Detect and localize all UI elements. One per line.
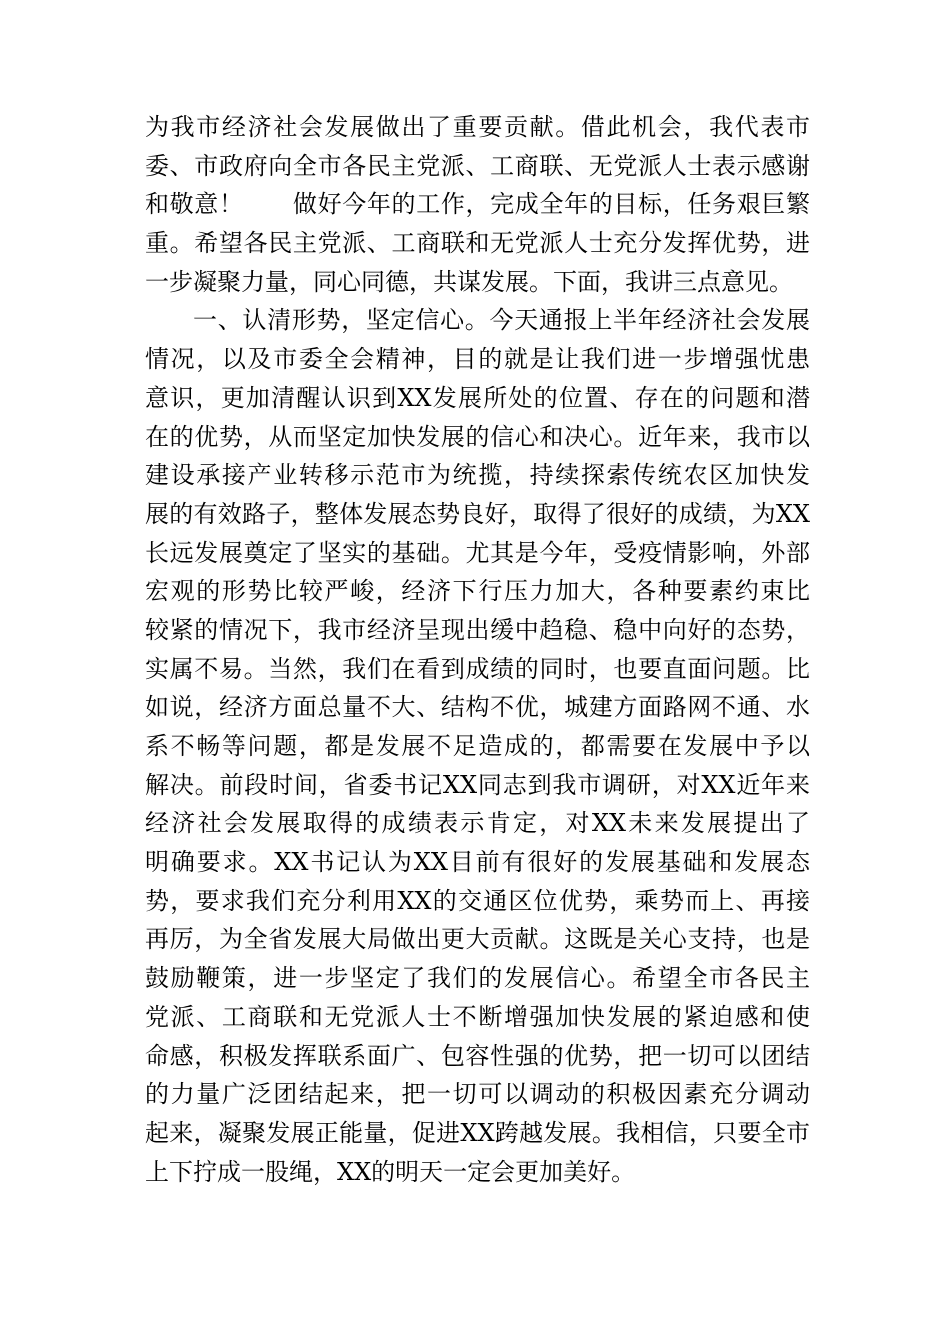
text-line: 解决。前段时间，省委书记XX同志到我市调研，对XX近年来: [145, 770, 810, 799]
text-line: 一步凝聚力量，同心同德，共谋发展。下面，我讲三点意见。: [145, 267, 793, 296]
text-line: 如说，经济方面总量不大、结构不优，城建方面路网不通、水: [145, 693, 810, 722]
text-line: 明确要求。XX书记认为XX目前有很好的发展基础和发展态: [145, 848, 810, 877]
text-line: 较紧的情况下，我市经济呈现出缓中趋稳、稳中向好的态势，: [145, 615, 810, 644]
text-line: 势，要求我们充分利用XX的交通区位优势，乘势而上、再接: [145, 886, 810, 915]
text-line: 的力量广泛团结起来，把一切可以调动的积极因素充分调动: [145, 1080, 810, 1109]
text-line: 建设承接产业转移示范市为统揽，持续探索传统农区加快发: [145, 461, 810, 490]
text-line: 在的优势，从而坚定加快发展的信心和决心。近年来，我市以: [145, 422, 810, 451]
text-line: 经济社会发展取得的成绩表示肯定，对XX未来发展提出了: [145, 809, 810, 838]
text-line: 意识，更加清醒认识到XX发展所处的位置、存在的问题和潜: [145, 383, 810, 412]
text-line: 委、市政府向全市各民主党派、工商联、无党派人士表示感谢: [145, 151, 810, 180]
text-line: 再厉，为全省发展大局做出更大贡献。这既是关心支持，也是: [145, 925, 810, 954]
text-line: 展的有效路子，整体发展态势良好，取得了很好的成绩，为XX: [145, 499, 810, 528]
text-line: 上下拧成一股绳，XX的明天一定会更加美好。: [145, 1157, 636, 1186]
text-line: 起来，凝聚发展正能量，促进XX跨越发展。我相信，只要全市: [145, 1118, 810, 1147]
paragraph-start-line: 一、认清形势，坚定信心。今天通报上半年经济社会发展: [193, 306, 810, 335]
document-body: [145, 108, 810, 1191]
text-line: 命感，积极发挥联系面广、包容性强的优势，把一切可以团结: [145, 1041, 810, 1070]
text-line: 重。希望各民主党派、工商联和无党派人士充分发挥优势，进: [145, 229, 810, 258]
text-line: 系不畅等问题，都是发展不足造成的，都需要在发展中予以: [145, 732, 810, 760]
text-line: 党派、工商联和无党派人士不断增强加快发展的紧迫感和使: [145, 1002, 810, 1031]
text-line: 为我市经济社会发展做出了重要贡献。借此机会，我代表市: [145, 113, 810, 141]
text-line: 鼓励鞭策，进一步坚定了我们的发展信心。希望全市各民主: [145, 964, 810, 993]
text-line: 长远发展奠定了坚实的基础。尤其是今年，受疫情影响，外部: [145, 538, 810, 567]
text-line: 和敬意！ 做好今年的工作，完成全年的目标，任务艰巨繁: [145, 190, 810, 219]
text-line: 实属不易。当然，我们在看到成绩的同时，也要直面问题。比: [145, 654, 810, 683]
text-line: 情况，以及市委全会精神，目的就是让我们进一步增强忧患: [145, 345, 810, 374]
text-line: 宏观的形势比较严峻，经济下行压力加大，各种要素约束比: [145, 577, 810, 606]
